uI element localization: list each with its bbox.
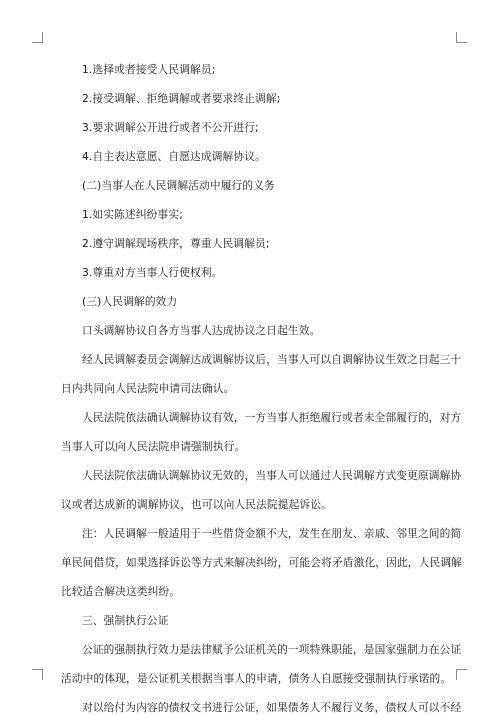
paragraph-line: 议或者达成新的调解协议，也可以向人民法院提起诉讼。 — [61, 498, 332, 511]
paragraph-line: 人民法院依法确认调解协议有效，一方当事人拒绝履行或者未全部履行的，对方 — [82, 411, 462, 424]
list-item-duty-1: 1.如实陈述纠纷事实; — [82, 208, 183, 221]
list-item-right-2: 2.接受调解、拒绝调解或者要求终止调解; — [82, 92, 281, 105]
section-heading-effect: (三)人民调解的效力 — [82, 295, 178, 308]
crop-mark-top-right — [456, 32, 467, 43]
list-item-duty-2: 2.遵守调解现场秩序，尊重人民调解员; — [82, 237, 270, 250]
paragraph-line: 人民法院依法确认调解协议无效的，当事人可以通过人民调解方式变更原调解协 — [82, 469, 462, 482]
note-line: 单民间借贷，如果选择诉讼等方式来解决纠纷，可能会将矛盾激化，因此，人民调解 — [61, 556, 462, 569]
crop-mark-bottom-right — [456, 669, 467, 680]
list-item-right-1: 1.选择或者接受人民调解员; — [82, 63, 216, 76]
list-item-right-4: 4.自主表达意愿、自愿达成调解协议。 — [82, 150, 266, 163]
note-line: 比较适合解决这类纠纷。 — [61, 585, 181, 598]
crop-mark-top-left — [32, 32, 43, 43]
section-heading-notarization: 三、强制执行公证 — [82, 614, 169, 627]
crop-mark-bottom-left — [32, 669, 43, 680]
list-item-right-3: 3.要求调解公开进行或者不公开进行; — [82, 121, 259, 134]
paragraph-line: 公证的强制执行效力是法律赋予公证机关的一项特殊职能，是国家强制力在公证 — [82, 643, 462, 656]
paragraph-line: 活动中的体现，是公证机关根据当事人的申请，债务人自愿接受强制执行承诺的。 — [61, 672, 452, 685]
paragraph-line: 当事人可以向人民法院申请强制执行。 — [61, 440, 246, 453]
list-item-duty-3: 3.尊重对方当事人行使权利。 — [82, 266, 223, 279]
section-heading-obligations: (二)当事人在人民调解活动中履行的义务 — [82, 179, 275, 192]
note-line: 注：人民调解一般适用于一些借贷金额不大，发生在朋友、亲戚、邻里之间的简 — [82, 527, 462, 540]
paragraph-line: 日内共同向人民法院申请司法确认。 — [61, 382, 235, 395]
paragraph-line: 经人民调解委员会调解达成调解协议后，当事人可以自调解协议生效之日起三十 — [82, 353, 462, 366]
paragraph-line: 口头调解协议自各方当事人达成协议之日起生效。 — [82, 324, 321, 337]
paragraph-line: 对以给付为内容的债权文书进行公证，如果债务人不履行义务，债权人可以不经 — [82, 701, 462, 714]
